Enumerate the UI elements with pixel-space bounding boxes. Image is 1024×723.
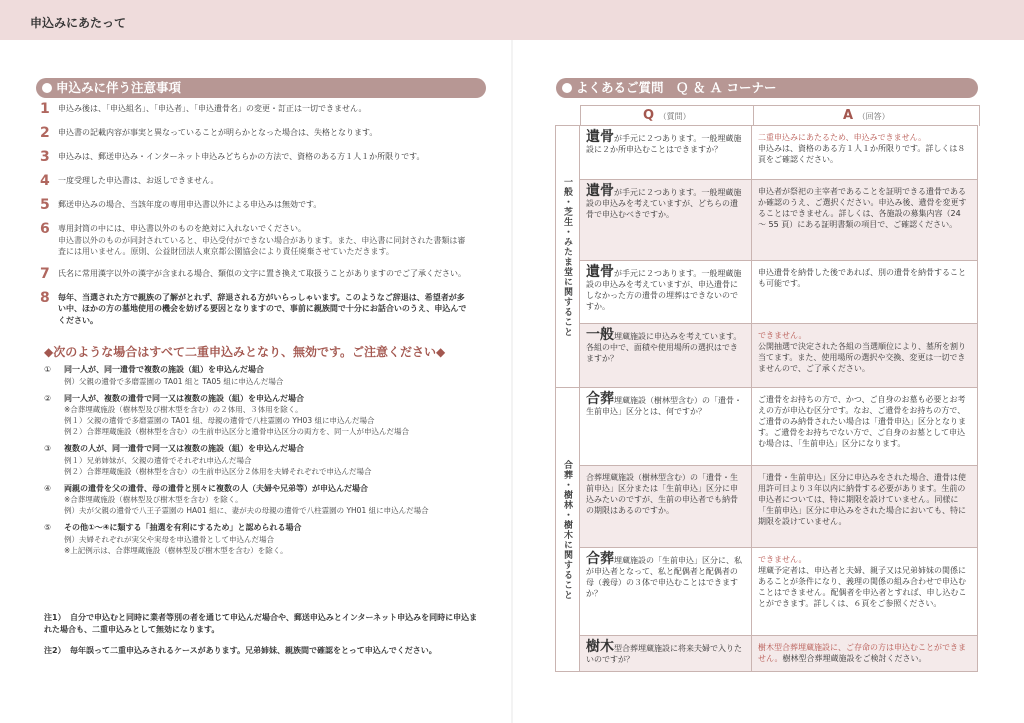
case-line: 例１）父親の遺骨で多磨霊園の TA01 組、母親の遺骨で八柱霊園の YH03 組に申込んだ場合 [64,416,375,425]
answer-cell [752,261,977,323]
note-text: 氏名に常用漢字以外の漢字が含まれる場合、類似の文字に置き換えて取扱うことがありますのでご了承ください。 [58,268,466,278]
answer-cell [752,126,977,179]
case-number: ② [44,393,52,403]
note-item [40,221,470,258]
group-label-general [556,126,580,388]
question-cell [580,261,752,323]
question-cell [580,548,752,635]
qa-row [580,466,977,548]
question-column-header [581,106,754,126]
question-cell [580,388,752,465]
footnote-label: 注2） [44,646,66,655]
question-text: が手元に２つあります。一般埋蔵施設の申込みを考えていますが、どちらの遺骨で申込むべきですか。 [586,188,742,219]
case-title: 同一人が、同一遺骨で複数の施設（組）を申込んだ場合 [64,365,264,374]
answer-text: 申込者が祭祀の主宰者であることを証明できる遺骨であるか確認のうえ、ご選択ください。申込み後、遺骨を変更することはできません。詳しくは、各施設の募集内容（24 〜 55 頁）にある証明書類の項目で、ご確認ください。 [758,187,967,229]
note-text: 一度受理した申込書は、お返しできません。 [58,176,219,185]
bullet-dot-icon [42,83,52,93]
qa-row [580,180,977,261]
case-line: 例）夫婦それぞれが実父や実母を申込遺骨として申込んだ場合 [64,534,274,544]
qa-section-header [556,78,978,98]
note-number: 2 [40,125,50,141]
question-keyword: 合葬 [586,391,614,407]
question-keyword: 遺骨 [586,183,614,199]
note-number: 3 [40,149,50,165]
group-label-text: 合葬・樹林・樹木に関すること [562,459,572,600]
note-number: 1 [40,101,50,117]
question-cell [580,180,752,260]
case-line: ※合葬埋蔵施設（樹林型及び樹木型を含む）を除く。 [64,495,243,504]
answer-highlight: 樹木型合葬埋蔵施設に、ご存命の方は申込むことができません。 [758,643,966,663]
note-item [40,101,470,117]
double-application-cases [44,364,484,562]
note-text: 郵送申込みの場合、当該年度の専用申込書以外による申込みは無効です。 [58,200,322,209]
qa-row [580,636,977,671]
qa-row [580,548,977,636]
note-number: 5 [40,197,50,213]
qa-row [580,261,977,324]
question-text: が手元に２つあります。一般埋蔵施設の申込みを考えていますが、申込遺骨にしなかった方の遺骨の埋葬はできないのですか。 [586,269,742,311]
question-text: 埋蔵施設に申込みを考えています。各組の中で、面積や使用場所の選択はできますか？ [586,332,742,363]
question-keyword: 合葬 [586,551,614,567]
note-text: 申込みは、郵送申込み・インターネット申込みどちらかの方法で、資格のある方１人１か所限りです。 [58,152,425,161]
question-cell [580,324,752,387]
answer-highlight: 二重申込みにあたるため、申込みできません。 [758,133,927,142]
qa-section-title: よくあるご質問 Ｑ ＆ Ａ コーナー [576,80,777,95]
question-keyword: 遺骨 [586,264,614,280]
answer-cell [752,548,977,635]
case-item [44,393,484,438]
case-line: 例２）合葬埋蔵施設（樹林型を含む）の生前申込区分と遺骨申込区分の両方を、同一人が申込んだ場合 [64,427,409,436]
page-header-bar [0,0,1024,40]
answer-column-sub: （回答） [857,112,890,121]
question-text: が手元に２つあります。一般埋蔵施設に２か所申込むことはできますか？ [586,134,742,154]
note-number: 8 [40,289,50,306]
note-subtext: 申込書以外のものが同封されていると、申込受付ができない場合があります。また、申込書に同封された書類は審査には用いません。原則、公益財団法人東京都公園協会により責任廃棄させていただきます。 [58,235,466,256]
note-text: 専用封筒の中には、申込書以外のものを絶対に入れないでください。 [58,224,306,233]
note-item [40,125,470,141]
case-line: 例２）合葬埋蔵施設（樹林型を含む）の生前申込区分２体用を夫婦それぞれで申込んだ場合 [64,466,372,476]
question-text: 埋蔵施設（樹林型含む）の「遺骨・生前申込」区分とは、何ですか？ [586,396,742,416]
footnote-text: 毎年誤って二重申込みされるケースがあります。兄弟姉妹、親族間で確認をとって申込んでください。 [70,646,437,655]
case-item [44,443,484,477]
qa-row [580,126,977,180]
notes-section-title: 申込みに伴う注意事項 [56,80,182,95]
double-application-warning: ◆次のような場合はすべて二重申込みとなり、無効です。ご注意ください◆ [44,345,446,359]
qa-row [580,324,977,388]
question-keyword: 一般 [586,327,614,343]
answer-highlight: できません。 [758,331,807,340]
case-title: その他①〜④に類する「抽選を有利にするため」と認められる場合 [64,523,302,532]
answer-text: 埋蔵予定者は、申込者と夫婦、親子又は兄弟姉妹の関係にあることが条件になり、義理の関係の組み合わせで申込むことはできません。配偶者を申込者とすれば、申し込むことができます。詳しくは、６頁をご参照ください。 [758,566,967,608]
answer-column-header [754,106,979,126]
case-title: 両親の遺骨を父の遺骨、母の遺骨と別々に複数の人（夫婦や兄弟等）が申込んだ場合 [64,483,368,493]
question-column-letter: Q [642,108,655,123]
answer-cell [752,388,977,465]
answer-text: 公開抽選で決定された各組の当選順位により、墓所を割り当てます。また、使用場所の選択や交換、変更は一切できませんので、ご了承ください。 [758,342,966,373]
note-text: 申込書の記載内容が事実と異なっていることが明らかとなった場合は、失格となります。 [58,128,378,137]
note-item [40,266,470,282]
answer-text: 申込遺骨を納骨した後であれば、別の遺骨を納骨することも可能です。 [758,268,966,288]
answer-column-letter: A [842,108,854,123]
question-keyword: 樹木 [586,639,614,655]
case-number: ⑤ [44,523,52,532]
case-line: 例）夫が父親の遺骨で八王子霊園の HA01 組に、妻が夫の母親の遺骨で八柱霊園の YH01 組に申込んだ場合 [64,506,429,515]
case-title: 同一人が、複数の遺骨で同一又は複数の施設（組）を申込んだ場合 [64,393,304,403]
question-column-sub: （質問） [658,112,691,121]
note-item [40,173,470,189]
qa-column-headers [580,105,980,126]
case-line: 例１）兄弟姉妹が、父親の遺骨でそれぞれ申込んだ場合 [64,455,252,465]
case-line: 例）父親の遺骨で多磨霊園の TA01 組と TA05 組に申込んだ場合 [64,376,284,386]
group-label-joint [556,388,580,671]
case-line: ※合葬埋蔵施設（樹林型及び樹木型を含む）の２体用、３体用を除く。 [64,405,303,414]
question-cell [580,466,752,547]
question-text: 合葬埋蔵施設（樹林型含む）の「遺骨・生前申込」区分または「生前申込」区分に申込みたいのですが、生前の申込者でも納骨の期限はあるのですか。 [586,473,738,515]
note-number: 7 [40,265,50,282]
note-item [40,149,470,165]
case-item [44,483,484,517]
page-gutter [511,40,513,723]
note-text: 毎年、当選された方で親族の了解がとれず、辞退される方がいらっしゃいます。このようなご辞退は、希望者が多い中、ほかの方の墓地使用の機会を妨げる要因となりますので、事前に親族間で十分にお話合いのうえ、申込んでください。 [58,292,467,325]
note-number: 4 [40,173,50,189]
question-cell [580,636,752,671]
answer-text: 申込みは、資格のある方１人１か所限りです。詳しくは８頁をご確認ください。 [758,144,966,164]
answer-cell [752,466,977,547]
case-number: ③ [44,444,52,453]
case-item [44,522,484,556]
question-cell [580,126,752,179]
answer-cell [752,180,977,260]
footnote-text: 自分で申込むと同時に業者等別の者を通じて申込んだ場合や、郵送申込みとインターネット申込みを同時に申込まれた場合も、二重申込みとして無効になります。 [44,613,478,634]
case-item [44,364,484,387]
question-keyword: 遺骨 [586,129,614,145]
case-number: ① [44,365,52,374]
footnote-1 [44,612,484,636]
question-text: 埋蔵施設の「生前申込」区分に、私が申込者となって、私と配偶者と配偶者の母（義母）の３体で申込むことはできますか？ [586,556,742,598]
answer-text: ご遺骨をお持ちの方で、かつ、ご自身のお墓も必要とお考えの方が申込む区分です。なお、ご遺骨をお持ちの方で、ご遺骨のみ納骨されたい場合は「遺骨申込」区分となります。ご遺骨をお持ちでない方で、ご自身のお墓として申込む場合は、「生前申込」区分になります。 [758,395,966,448]
answer-cell [752,324,977,387]
qa-table [555,125,978,672]
footnote-2 [44,645,484,657]
note-item [40,290,470,327]
bullet-dot-icon [562,83,572,93]
page-header-title: 申込みにあたって [30,16,127,30]
case-line: ※上記例示は、合葬埋蔵施設（樹林型及び樹木型を含む）を除く。 [64,545,288,555]
note-text: 申込み後は、「申込組名」、「申込者」、「申込遺骨名」の変更・訂正は一切できません。 [58,104,367,113]
question-text: 型合葬埋蔵施設に将来夫婦で入りたいのですが？ [586,644,742,664]
notes-section-header [36,78,486,98]
case-number: ④ [44,483,52,493]
note-item [40,197,470,213]
answer-text: 「遺骨・生前申込」区分に申込みをされた場合、遺骨は使用許可日より３年以内に納骨する必要があります。生前の申込者については、特に期限を設けていません。同様に「生前申込」区分に申込みをされた場合においても、特に期限を設けていません。 [758,473,966,526]
case-title: 複数の人が、同一遺骨で同一又は複数の施設（組）を申込んだ場合 [64,444,304,453]
answer-highlight: できません。 [758,555,807,564]
answer-cell [752,636,977,671]
footnote-label: 注1） [44,613,66,622]
group-label-text: 一般・芝生・みたま堂に関すること [562,176,572,337]
note-number: 6 [40,221,50,237]
qa-row [580,388,977,466]
notes-list [40,101,470,334]
answer-text: 樹林型合葬埋蔵施設をご検討ください。 [782,654,927,663]
